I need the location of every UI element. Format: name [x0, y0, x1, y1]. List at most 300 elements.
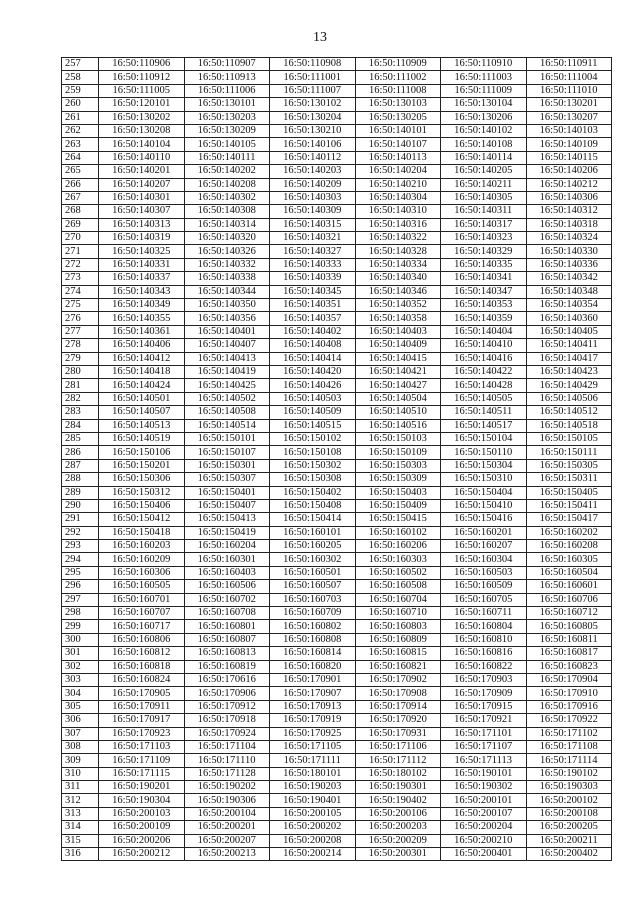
table-row [62, 593, 612, 606]
table-row [62, 245, 612, 258]
cadastral-number-cell: 16:50:160304 [441, 553, 527, 566]
table-row [62, 499, 612, 512]
row-number-cell: 309 [62, 754, 99, 767]
cadastral-number-cell: 16:50:110909 [355, 58, 441, 71]
cadastral-number-cell: 16:50:150405 [526, 486, 612, 499]
row-number-cell: 314 [62, 821, 99, 834]
cadastral-number-cell: 16:50:200209 [355, 834, 441, 847]
table-body [62, 58, 612, 861]
cadastral-number-cell: 16:50:150107 [184, 446, 270, 459]
table-row [62, 232, 612, 245]
cadastral-number-cell: 16:50:150109 [355, 446, 441, 459]
cadastral-number-cell: 16:50:111003 [441, 71, 527, 84]
cadastral-number-cell: 16:50:140505 [441, 392, 527, 405]
cadastral-number-cell: 16:50:200208 [270, 834, 356, 847]
table-row [62, 633, 612, 646]
cadastral-number-cell: 16:50:160815 [355, 647, 441, 660]
cadastral-number-cell: 16:50:171115 [99, 767, 185, 780]
cadastral-number-cell: 16:50:160701 [99, 593, 185, 606]
cadastral-number-cell: 16:50:140354 [526, 299, 612, 312]
cadastral-number-cell: 16:50:140517 [441, 419, 527, 432]
cadastral-number-cell: 16:50:160821 [355, 660, 441, 673]
cadastral-number-cell: 16:50:150414 [270, 513, 356, 526]
table-row [62, 794, 612, 807]
cadastral-number-cell: 16:50:160811 [526, 633, 612, 646]
cadastral-number-cell: 16:50:140506 [526, 392, 612, 405]
cadastral-number-cell: 16:50:140309 [270, 205, 356, 218]
cadastral-number-cell: 16:50:140407 [184, 339, 270, 352]
table-row [62, 553, 612, 566]
cadastral-number-cell: 16:50:190302 [441, 781, 527, 794]
cadastral-number-cell: 16:50:140103 [526, 124, 612, 137]
cadastral-number-cell: 16:50:140358 [355, 312, 441, 325]
cadastral-number-cell: 16:50:140519 [99, 432, 185, 445]
cadastral-number-cell: 16:50:200108 [526, 807, 612, 820]
cadastral-number-cell: 16:50:140410 [441, 339, 527, 352]
cadastral-number-cell: 16:50:170910 [526, 687, 612, 700]
table-row [62, 727, 612, 740]
cadastral-number-cell: 16:50:140355 [99, 312, 185, 325]
table-row [62, 446, 612, 459]
cadastral-number-cell: 16:50:171102 [526, 727, 612, 740]
cadastral-number-cell: 16:50:140324 [526, 232, 612, 245]
row-number-cell: 272 [62, 258, 99, 271]
cadastral-number-cell: 16:50:170904 [526, 673, 612, 686]
row-number-cell: 290 [62, 499, 99, 512]
cadastral-number-cell: 16:50:140112 [270, 151, 356, 164]
cadastral-number-cell: 16:50:150419 [184, 526, 270, 539]
cadastral-number-cell: 16:50:160201 [441, 526, 527, 539]
cadastral-number-cell: 16:50:110907 [184, 58, 270, 71]
row-number-cell: 271 [62, 245, 99, 258]
row-number-cell: 287 [62, 459, 99, 472]
cadastral-number-cell: 16:50:150101 [184, 432, 270, 445]
row-number-cell: 281 [62, 379, 99, 392]
cadastral-number-cell: 16:50:170616 [184, 673, 270, 686]
cadastral-number-cell: 16:50:140321 [270, 232, 356, 245]
cadastral-number-cell: 16:50:200106 [355, 807, 441, 820]
cadastral-number-cell: 16:50:160812 [99, 647, 185, 660]
cadastral-number-cell: 16:50:140337 [99, 272, 185, 285]
cadastral-number-cell: 16:50:111005 [99, 84, 185, 97]
table-row [62, 432, 612, 445]
cadastral-number-cell: 16:50:160503 [441, 566, 527, 579]
cadastral-number-cell: 16:50:160101 [270, 526, 356, 539]
table-row [62, 647, 612, 660]
cadastral-number-cell: 16:50:160205 [270, 540, 356, 553]
cadastral-number-cell: 16:50:140201 [99, 165, 185, 178]
cadastral-number-cell: 16:50:111006 [184, 84, 270, 97]
row-number-cell: 279 [62, 352, 99, 365]
cadastral-number-cell: 16:50:171101 [441, 727, 527, 740]
row-number-cell: 259 [62, 84, 99, 97]
cadastral-number-cell: 16:50:150413 [184, 513, 270, 526]
cadastral-number-cell: 16:50:200205 [526, 821, 612, 834]
row-number-cell: 299 [62, 620, 99, 633]
row-number-cell: 301 [62, 647, 99, 660]
cadastral-number-cell: 16:50:200213 [184, 848, 270, 861]
cadastral-number-cell: 16:50:160303 [355, 553, 441, 566]
cadastral-number-cell: 16:50:140304 [355, 191, 441, 204]
row-number-cell: 315 [62, 834, 99, 847]
row-number-cell: 286 [62, 446, 99, 459]
cadastral-number-cell: 16:50:140352 [355, 299, 441, 312]
table-row [62, 687, 612, 700]
cadastral-number-cell: 16:50:171112 [355, 754, 441, 767]
cadastral-number-cell: 16:50:140203 [270, 165, 356, 178]
row-number-cell: 294 [62, 553, 99, 566]
cadastral-number-cell: 16:50:200210 [441, 834, 527, 847]
cadastral-number-cell: 16:50:160102 [355, 526, 441, 539]
cadastral-number-cell: 16:50:140335 [441, 258, 527, 271]
cadastral-number-cell: 16:50:140409 [355, 339, 441, 352]
cadastral-number-cell: 16:50:140502 [184, 392, 270, 405]
cadastral-number-cell: 16:50:150407 [184, 499, 270, 512]
cadastral-number-cell: 16:50:150309 [355, 473, 441, 486]
cadastral-number-cell: 16:50:140414 [270, 352, 356, 365]
cadastral-number-cell: 16:50:150416 [441, 513, 527, 526]
cadastral-number-cell: 16:50:140411 [526, 339, 612, 352]
row-number-cell: 304 [62, 687, 99, 700]
row-number-cell: 302 [62, 660, 99, 673]
cadastral-number-cell: 16:50:140211 [441, 178, 527, 191]
cadastral-number-cell: 16:50:150307 [184, 473, 270, 486]
cadastral-number-cell: 16:50:130202 [99, 111, 185, 124]
cadastral-number-cell: 16:50:160202 [526, 526, 612, 539]
cadastral-number-cell: 16:50:160809 [355, 633, 441, 646]
row-number-cell: 273 [62, 272, 99, 285]
cadastral-number-cell: 16:50:110906 [99, 58, 185, 71]
table-row [62, 312, 612, 325]
cadastral-number-cell: 16:50:140424 [99, 379, 185, 392]
cadastral-number-cell: 16:50:140418 [99, 365, 185, 378]
cadastral-number-cell: 16:50:160808 [270, 633, 356, 646]
cadastral-number-cell: 16:50:140306 [526, 191, 612, 204]
cadastral-number-cell: 16:50:160703 [270, 593, 356, 606]
cadastral-number-cell: 16:50:200207 [184, 834, 270, 847]
row-number-cell: 277 [62, 325, 99, 338]
cadastral-number-cell: 16:50:171128 [184, 767, 270, 780]
cadastral-number-cell: 16:50:140508 [184, 406, 270, 419]
cadastral-number-cell: 16:50:140512 [526, 406, 612, 419]
row-number-cell: 289 [62, 486, 99, 499]
table-row [62, 71, 612, 84]
cadastral-number-cell: 16:50:111009 [441, 84, 527, 97]
cadastral-number-cell: 16:50:160301 [184, 553, 270, 566]
cadastral-number-cell: 16:50:160208 [526, 540, 612, 553]
page-number: 13 [313, 30, 327, 45]
cadastral-number-cell: 16:50:170921 [441, 714, 527, 727]
cadastral-number-cell: 16:50:140415 [355, 352, 441, 365]
cadastral-number-cell: 16:50:140429 [526, 379, 612, 392]
cadastral-number-cell: 16:50:160819 [184, 660, 270, 673]
cadastral-number-cell: 16:50:190102 [526, 767, 612, 780]
cadastral-number-cell: 16:50:130101 [184, 98, 270, 111]
table-row [62, 754, 612, 767]
cadastral-number-cell: 16:50:130204 [270, 111, 356, 124]
row-number-cell: 282 [62, 392, 99, 405]
cadastral-number-cell: 16:50:190303 [526, 781, 612, 794]
cadastral-number-cell: 16:50:160712 [526, 607, 612, 620]
cadastral-number-cell: 16:50:150401 [184, 486, 270, 499]
row-number-cell: 274 [62, 285, 99, 298]
cadastral-number-cell: 16:50:140311 [441, 205, 527, 218]
cadastral-number-cell: 16:50:160806 [99, 633, 185, 646]
cadastral-number-cell: 16:50:140345 [270, 285, 356, 298]
cadastral-number-cell: 16:50:140349 [99, 299, 185, 312]
table-row [62, 352, 612, 365]
table-row [62, 566, 612, 579]
cadastral-number-cell: 16:50:140330 [526, 245, 612, 258]
cadastral-number-cell: 16:50:140323 [441, 232, 527, 245]
table-row [62, 151, 612, 164]
cadastral-number-cell: 16:50:200202 [270, 821, 356, 834]
cadastral-number-cell: 16:50:160801 [184, 620, 270, 633]
cadastral-number-cell: 16:50:150411 [526, 499, 612, 512]
cadastral-number-cell: 16:50:110908 [270, 58, 356, 71]
cadastral-number-cell: 16:50:150402 [270, 486, 356, 499]
cadastral-number-cell: 16:50:150418 [99, 526, 185, 539]
table-row [62, 406, 612, 419]
cadastral-number-cell: 16:50:160817 [526, 647, 612, 660]
cadastral-number-cell: 16:50:170922 [526, 714, 612, 727]
cadastral-number-cell: 16:50:160814 [270, 647, 356, 660]
cadastral-number-cell: 16:50:160813 [184, 647, 270, 660]
cadastral-number-cell: 16:50:160820 [270, 660, 356, 673]
table-row [62, 138, 612, 151]
cadastral-number-cell: 16:50:110911 [526, 58, 612, 71]
row-number-cell: 311 [62, 781, 99, 794]
cadastral-number-cell: 16:50:140401 [184, 325, 270, 338]
cadastral-number-cell: 16:50:171103 [99, 740, 185, 753]
cadastral-number-cell: 16:50:160823 [526, 660, 612, 673]
cadastral-number-cell: 16:50:160802 [270, 620, 356, 633]
cadastral-number-cell: 16:50:200109 [99, 821, 185, 834]
table-row [62, 178, 612, 191]
cadastral-number-cell: 16:50:140518 [526, 419, 612, 432]
cadastral-number-cell: 16:50:140339 [270, 272, 356, 285]
cadastral-number-cell: 16:50:140113 [355, 151, 441, 164]
cadastral-number-cell: 16:50:160717 [99, 620, 185, 633]
cadastral-number-cell: 16:50:160710 [355, 607, 441, 620]
cadastral-number-cell: 16:50:200401 [441, 848, 527, 861]
cadastral-number-cell: 16:50:170924 [184, 727, 270, 740]
cadastral-number-cell: 16:50:150302 [270, 459, 356, 472]
cadastral-number-cell: 16:50:140305 [441, 191, 527, 204]
cadastral-number-cell: 16:50:171114 [526, 754, 612, 767]
cadastral-number-cell: 16:50:150308 [270, 473, 356, 486]
cadastral-number-cell: 16:50:160403 [184, 566, 270, 579]
cadastral-number-cell: 16:50:140503 [270, 392, 356, 405]
table-row [62, 459, 612, 472]
cadastral-number-cell: 16:50:140360 [526, 312, 612, 325]
cadastral-number-cell: 16:50:140319 [99, 232, 185, 245]
cadastral-number-cell: 16:50:160702 [184, 593, 270, 606]
cadastral-number-cell: 16:50:140326 [184, 245, 270, 258]
cadastral-number-cell: 16:50:160709 [270, 607, 356, 620]
cadastral-number-cell: 16:50:170909 [441, 687, 527, 700]
row-number-cell: 296 [62, 580, 99, 593]
row-number-cell: 267 [62, 191, 99, 204]
cadastral-number-cell: 16:50:160204 [184, 540, 270, 553]
cadastral-number-cell: 16:50:160501 [270, 566, 356, 579]
cadastral-number-cell: 16:50:140329 [441, 245, 527, 258]
cadastral-number-cell: 16:50:140101 [355, 124, 441, 137]
cadastral-number-cell: 16:50:140110 [99, 151, 185, 164]
cadastral-number-cell: 16:50:140426 [270, 379, 356, 392]
cadastral-number-cell: 16:50:140202 [184, 165, 270, 178]
row-number-cell: 262 [62, 124, 99, 137]
cadastral-number-cell: 16:50:200204 [441, 821, 527, 834]
cadastral-number-cell: 16:50:200203 [355, 821, 441, 834]
cadastral-number-cell: 16:50:140105 [184, 138, 270, 151]
cadastral-number-cell: 16:50:140423 [526, 365, 612, 378]
cadastral-number-cell: 16:50:140356 [184, 312, 270, 325]
cadastral-number-cell: 16:50:200301 [355, 848, 441, 861]
cadastral-number-cell: 16:50:140109 [526, 138, 612, 151]
cadastral-number-cell: 16:50:171108 [526, 740, 612, 753]
cadastral-number-cell: 16:50:140208 [184, 178, 270, 191]
row-number-cell: 298 [62, 607, 99, 620]
cadastral-number-cell: 16:50:140510 [355, 406, 441, 419]
row-number-cell: 266 [62, 178, 99, 191]
cadastral-number-cell: 16:50:160804 [441, 620, 527, 633]
cadastral-number-cell: 16:50:111008 [355, 84, 441, 97]
cadastral-number-cell: 16:50:140413 [184, 352, 270, 365]
cadastral-number-cell: 16:50:140353 [441, 299, 527, 312]
cadastral-number-cell: 16:50:140315 [270, 218, 356, 231]
cadastral-number-cell: 16:50:140343 [99, 285, 185, 298]
cadastral-number-cell: 16:50:111002 [355, 71, 441, 84]
cadastral-number-cell: 16:50:160601 [526, 580, 612, 593]
cadastral-number-cell: 16:50:160807 [184, 633, 270, 646]
cadastral-number-cell: 16:50:140357 [270, 312, 356, 325]
cadastral-number-cell: 16:50:150201 [99, 459, 185, 472]
table-row [62, 848, 612, 861]
cadastral-number-cell: 16:50:180102 [355, 767, 441, 780]
cadastral-number-cell: 16:50:140108 [441, 138, 527, 151]
cadastral-number-cell: 16:50:140115 [526, 151, 612, 164]
cadastral-number-cell: 16:50:200101 [441, 794, 527, 807]
row-number-cell: 297 [62, 593, 99, 606]
cadastral-number-cell: 16:50:140334 [355, 258, 441, 271]
table-row [62, 218, 612, 231]
cadastral-number-cell: 16:50:150310 [441, 473, 527, 486]
cadastral-number-cell: 16:50:140332 [184, 258, 270, 271]
cadastral-number-cell: 16:50:160502 [355, 566, 441, 579]
cadastral-number-cell: 16:50:150301 [184, 459, 270, 472]
cadastral-number-cell: 16:50:150406 [99, 499, 185, 512]
cadastral-number-cell: 16:50:140303 [270, 191, 356, 204]
cadastral-number-cell: 16:50:190304 [99, 794, 185, 807]
cadastral-number-cell: 16:50:111004 [526, 71, 612, 84]
cadastral-number-cell: 16:50:140317 [441, 218, 527, 231]
cadastral-number-cell: 16:50:171109 [99, 754, 185, 767]
table-row [62, 339, 612, 352]
cadastral-number-cell: 16:50:140204 [355, 165, 441, 178]
cadastral-number-cell: 16:50:160706 [526, 593, 612, 606]
cadastral-number-cell: 16:50:200105 [270, 807, 356, 820]
row-number-cell: 276 [62, 312, 99, 325]
cadastral-number-cell: 16:50:200402 [526, 848, 612, 861]
row-number-cell: 270 [62, 232, 99, 245]
cadastral-number-cell: 16:50:110910 [441, 58, 527, 71]
cadastral-number-cell: 16:50:140107 [355, 138, 441, 151]
table-row [62, 781, 612, 794]
row-number-cell: 292 [62, 526, 99, 539]
row-number-cell: 261 [62, 111, 99, 124]
cadastral-number-cell: 16:50:140406 [99, 339, 185, 352]
cadastral-number-cell: 16:50:150409 [355, 499, 441, 512]
cadastral-number-cell: 16:50:150304 [441, 459, 527, 472]
cadastral-number-cell: 16:50:160504 [526, 566, 612, 579]
table-row [62, 714, 612, 727]
cadastral-number-cell: 16:50:140328 [355, 245, 441, 258]
cadastral-number-cell: 16:50:140313 [99, 218, 185, 231]
cadastral-number-cell: 16:50:170913 [270, 700, 356, 713]
cadastral-number-cell: 16:50:150106 [99, 446, 185, 459]
table-row [62, 191, 612, 204]
table-row [62, 111, 612, 124]
row-number-cell: 283 [62, 406, 99, 419]
table-row [62, 58, 612, 71]
row-number-cell: 260 [62, 98, 99, 111]
row-number-cell: 307 [62, 727, 99, 740]
cadastral-number-cell: 16:50:171110 [184, 754, 270, 767]
cadastral-number-cell: 16:50:140102 [441, 124, 527, 137]
cadastral-number-cell: 16:50:160708 [184, 607, 270, 620]
cadastral-number-cell: 16:50:170902 [355, 673, 441, 686]
cadastral-number-cell: 16:50:170919 [270, 714, 356, 727]
cadastral-number-cell: 16:50:140336 [526, 258, 612, 271]
cadastral-number-cell: 16:50:170920 [355, 714, 441, 727]
cadastral-number-cell: 16:50:170925 [270, 727, 356, 740]
cadastral-number-cell: 16:50:130205 [355, 111, 441, 124]
row-number-cell: 268 [62, 205, 99, 218]
cadastral-number-cell: 16:50:190306 [184, 794, 270, 807]
cadastral-number-cell: 16:50:130203 [184, 111, 270, 124]
cadastral-number-cell: 16:50:140205 [441, 165, 527, 178]
cadastral-number-cell: 16:50:140308 [184, 205, 270, 218]
cadastral-number-cell: 16:50:111010 [526, 84, 612, 97]
cadastral-number-cell: 16:50:140341 [441, 272, 527, 285]
table-row [62, 299, 612, 312]
cadastral-number-cell: 16:50:140361 [99, 325, 185, 338]
table-row [62, 620, 612, 633]
row-number-cell: 275 [62, 299, 99, 312]
cadastral-number-cell: 16:50:150404 [441, 486, 527, 499]
cadastral-number-cell: 16:50:150103 [355, 432, 441, 445]
cadastral-number-cell: 16:50:140340 [355, 272, 441, 285]
table-row [62, 540, 612, 553]
table-row [62, 124, 612, 137]
row-number-cell: 306 [62, 714, 99, 727]
cadastral-number-cell: 16:50:150108 [270, 446, 356, 459]
cadastral-number-cell: 16:50:150111 [526, 446, 612, 459]
cadastral-number-cell: 16:50:140207 [99, 178, 185, 191]
cadastral-number-cell: 16:50:160707 [99, 607, 185, 620]
table-row [62, 392, 612, 405]
row-number-cell: 258 [62, 71, 99, 84]
cadastral-number-cell: 16:50:150410 [441, 499, 527, 512]
cadastral-number-cell: 16:50:190301 [355, 781, 441, 794]
table-row [62, 98, 612, 111]
table-row [62, 580, 612, 593]
cadastral-number-cell: 16:50:170916 [526, 700, 612, 713]
cadastral-number-cell: 16:50:190402 [355, 794, 441, 807]
cadastral-number-cell: 16:50:130103 [355, 98, 441, 111]
cadastral-number-cell: 16:50:140402 [270, 325, 356, 338]
